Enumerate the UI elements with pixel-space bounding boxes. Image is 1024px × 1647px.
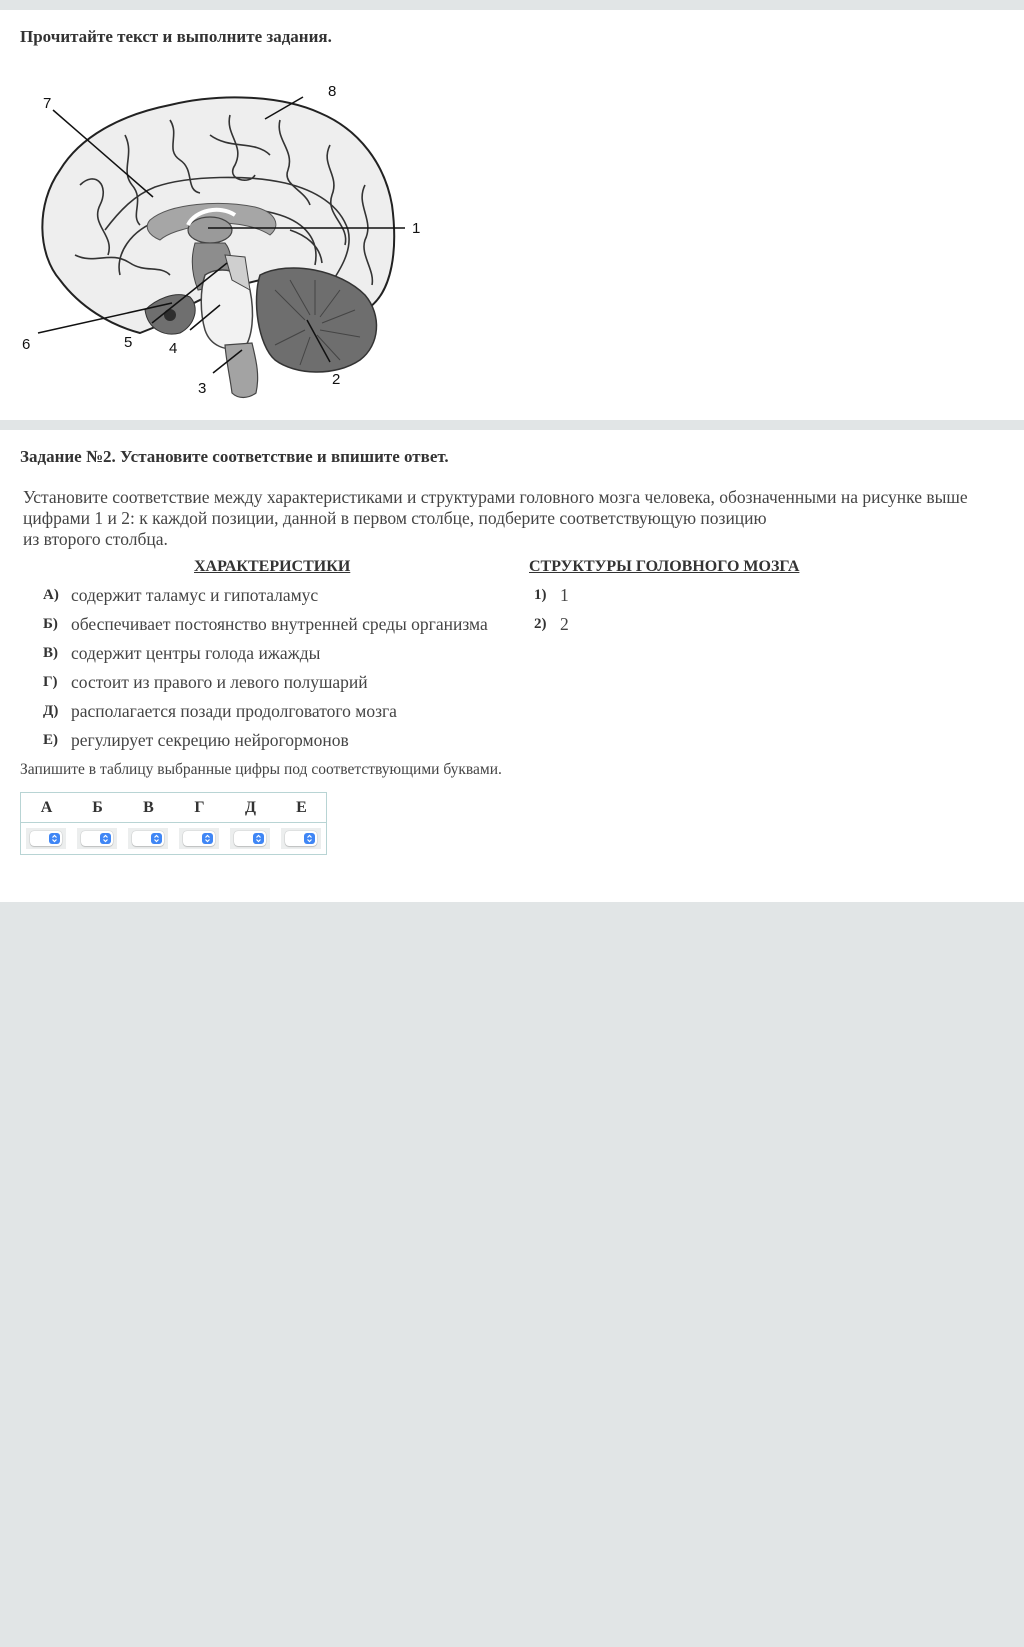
label-8: 8 <box>328 83 337 100</box>
item-letter: Д) <box>43 703 59 719</box>
task-instruction <box>23 487 1013 550</box>
item-text: состоит из правого и левого полушарий <box>71 672 368 692</box>
item-letter: Г) <box>43 674 58 690</box>
answer-select-v[interactable] <box>132 831 164 846</box>
answer-table <box>20 792 327 855</box>
label-4: 4 <box>169 340 178 357</box>
answer-cell <box>179 828 219 849</box>
label-2: 2 <box>332 371 341 388</box>
answer-select-d[interactable] <box>234 831 266 846</box>
label-7: 7 <box>43 95 52 112</box>
intro-title: Прочитайте текст и выполните задания. <box>20 27 332 46</box>
diencephalon <box>188 217 232 243</box>
select-arrows-icon <box>202 833 213 844</box>
item-text: регулирует секрецию нейрогормонов <box>71 730 349 750</box>
select-arrows-icon <box>49 833 60 844</box>
item-text: 1 <box>560 585 569 605</box>
answer-select-a[interactable] <box>30 831 62 846</box>
answer-select-e[interactable] <box>285 831 317 846</box>
instruction-line: из второго столбца. <box>23 529 168 549</box>
task-title: Задание №2. Установите соответствие и впишите ответ. <box>20 447 449 466</box>
answer-select-g[interactable] <box>183 831 215 846</box>
intro-card <box>0 10 1024 420</box>
answer-header-cell: Е <box>296 799 307 816</box>
item-letter: Е) <box>43 732 58 748</box>
answer-cell <box>230 828 270 849</box>
answer-header-cell: Г <box>194 799 205 816</box>
item-text: обеспечивает постоянство внутренней среды организма <box>71 614 488 634</box>
item-letter: В) <box>43 645 58 661</box>
pituitary <box>164 309 176 321</box>
answer-select-b[interactable] <box>81 831 113 846</box>
answer-header-cell: В <box>143 799 154 816</box>
item-text: содержит таламус и гипоталамус <box>71 585 319 605</box>
item-number: 1) <box>534 587 547 603</box>
answer-cell <box>128 828 168 849</box>
label-1: 1 <box>412 220 421 237</box>
item-text: располагается позади продолговатого мозга <box>71 701 397 721</box>
item-text: содержит центры голода ижажды <box>71 643 321 663</box>
select-arrows-icon <box>304 833 315 844</box>
item-letter: Б) <box>43 616 58 632</box>
task-card <box>0 430 1024 902</box>
item-letter: А) <box>43 587 59 603</box>
item-text: 2 <box>560 614 569 634</box>
answer-cell <box>26 828 66 849</box>
instruction-line: цифрами 1 и 2: к каждой позиции, данной в первом столбце, подберите соответствующую позицию <box>23 508 767 528</box>
structures-header: СТРУКТУРЫ ГОЛОВНОГО МОЗГА <box>529 558 800 575</box>
label-5: 5 <box>124 334 133 351</box>
answer-cell <box>77 828 117 849</box>
select-arrows-icon <box>253 833 264 844</box>
answer-header-cell: Д <box>244 799 256 816</box>
answer-header-cell: Б <box>92 799 103 816</box>
label-3: 3 <box>198 380 207 397</box>
characteristics-header: ХАРАКТЕРИСТИКИ <box>194 558 351 575</box>
answer-cell <box>281 828 321 849</box>
brain-diagram <box>20 75 440 410</box>
write-note: Запишите в таблицу выбранные цифры под соответствующими буквами. <box>20 761 502 778</box>
select-arrows-icon <box>100 833 111 844</box>
answer-header-row <box>21 793 326 823</box>
answer-header-cell: А <box>40 799 53 816</box>
instruction-line: Установите соответствие между характеристиками и структурами головного мозга человека, обозначенными на рисунке выше <box>23 487 968 507</box>
select-arrows-icon <box>151 833 162 844</box>
label-6: 6 <box>22 336 31 353</box>
item-number: 2) <box>534 616 547 632</box>
